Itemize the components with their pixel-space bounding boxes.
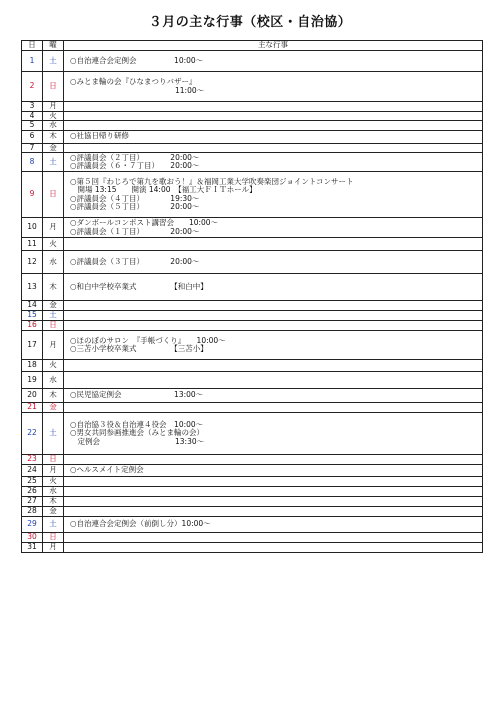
events-cell bbox=[64, 497, 483, 507]
weekday-cell: 日 bbox=[43, 72, 64, 102]
day-cell: 14 bbox=[22, 301, 43, 311]
table-row bbox=[22, 218, 483, 238]
table-row bbox=[22, 311, 483, 321]
events-cell bbox=[64, 121, 483, 131]
events-cell bbox=[64, 543, 483, 553]
table-row bbox=[22, 238, 483, 251]
weekday-cell: 木 bbox=[43, 274, 64, 301]
events-cell bbox=[64, 477, 483, 487]
table-row bbox=[22, 331, 483, 360]
day-cell: 3 bbox=[22, 102, 43, 112]
day-cell: 21 bbox=[22, 403, 43, 413]
day-cell: 24 bbox=[22, 465, 43, 477]
day-cell: 23 bbox=[22, 455, 43, 465]
day-cell: 22 bbox=[22, 413, 43, 455]
weekday-cell: 土 bbox=[43, 153, 64, 172]
weekday-cell: 月 bbox=[43, 543, 64, 553]
events-cell: ○第５回『わじろで第九を歌おう！』＆福岡工業大学吹奏楽団ジョイントコンサート 開場 13:15 開演 14:00 【福工大ＦＩＴホール】 ○評議員会（４丁目） 19:30～ ○評議員会（５丁目） 20:00～ bbox=[64, 172, 483, 218]
weekday-cell: 金 bbox=[43, 403, 64, 413]
table-row bbox=[22, 251, 483, 274]
weekday-cell: 金 bbox=[43, 507, 64, 517]
day-cell: 10 bbox=[22, 218, 43, 238]
day-cell: 29 bbox=[22, 517, 43, 533]
page-title: ３月の主な行事（校区・自治協） bbox=[148, 15, 352, 30]
events-cell: ○自治連合会定例会 10:00～ bbox=[64, 51, 483, 72]
weekday-cell: 火 bbox=[43, 238, 64, 251]
weekday-cell: 日 bbox=[43, 455, 64, 465]
day-cell: 6 bbox=[22, 130, 43, 143]
weekday-cell: 日 bbox=[43, 533, 64, 543]
table-row bbox=[22, 389, 483, 403]
events-cell: ○評議員会（２丁目） 20:00～ ○評議員会（６・７丁目） 20:00～ bbox=[64, 153, 483, 172]
weekday-cell: 金 bbox=[43, 143, 64, 153]
table-row bbox=[22, 121, 483, 131]
events-cell: ○評議員会（３丁目） 20:00～ bbox=[64, 251, 483, 274]
table-row bbox=[22, 413, 483, 455]
day-cell: 13 bbox=[22, 274, 43, 301]
table-row bbox=[22, 72, 483, 102]
day-cell: 1 bbox=[22, 51, 43, 72]
table-row bbox=[22, 102, 483, 112]
weekday-cell: 土 bbox=[43, 413, 64, 455]
events-cell: ○社協日帰り研修 bbox=[64, 130, 483, 143]
events-cell bbox=[64, 533, 483, 543]
weekday-cell: 水 bbox=[43, 121, 64, 131]
day-cell: 8 bbox=[22, 153, 43, 172]
events-cell: ○自治協３役＆自治連４役会 10:00～ ○男女共同参画推進会（みとま輪の会） 定例会 13:30～ bbox=[64, 413, 483, 455]
day-cell: 11 bbox=[22, 238, 43, 251]
day-cell: 5 bbox=[22, 121, 43, 131]
events-cell: ○自治連合会定例会（前倒し分）10:00～ bbox=[64, 517, 483, 533]
events-cell: ○ダンボールコンポスト講習会 10:00～ ○評議員会（１丁目） 20:00～ bbox=[64, 218, 483, 238]
table-row bbox=[22, 153, 483, 172]
header-day: 日 bbox=[22, 41, 43, 51]
events-cell bbox=[64, 507, 483, 517]
weekday-cell: 水 bbox=[43, 372, 64, 389]
weekday-cell: 火 bbox=[43, 111, 64, 121]
table-row bbox=[22, 143, 483, 153]
weekday-cell: 日 bbox=[43, 321, 64, 331]
table-row bbox=[22, 487, 483, 497]
weekday-cell: 月 bbox=[43, 102, 64, 112]
header-events: 主な行事 bbox=[64, 41, 483, 51]
events-cell: ○民児協定例会 13:00～ bbox=[64, 389, 483, 403]
weekday-cell: 木 bbox=[43, 497, 64, 507]
weekday-cell: 水 bbox=[43, 487, 64, 497]
table-row bbox=[22, 51, 483, 72]
table-row bbox=[22, 111, 483, 121]
weekday-cell: 月 bbox=[43, 218, 64, 238]
weekday-cell: 月 bbox=[43, 331, 64, 360]
table-row bbox=[22, 360, 483, 372]
weekday-cell: 月 bbox=[43, 465, 64, 477]
table-row bbox=[22, 403, 483, 413]
events-cell: ○和白中学校卒業式 【和白中】 bbox=[64, 274, 483, 301]
day-cell: 30 bbox=[22, 533, 43, 543]
weekday-cell: 水 bbox=[43, 251, 64, 274]
day-cell: 20 bbox=[22, 389, 43, 403]
header-weekday: 曜 bbox=[43, 41, 64, 51]
day-cell: 18 bbox=[22, 360, 43, 372]
weekday-cell: 木 bbox=[43, 389, 64, 403]
table-row bbox=[22, 465, 483, 477]
day-cell: 26 bbox=[22, 487, 43, 497]
events-cell bbox=[64, 372, 483, 389]
events-cell bbox=[64, 238, 483, 251]
events-cell bbox=[64, 360, 483, 372]
events-cell: ○みとま輪の会『ひなまつりバザー』 11:00～ bbox=[64, 72, 483, 102]
table-body bbox=[22, 51, 483, 553]
weekday-cell: 火 bbox=[43, 477, 64, 487]
table-row bbox=[22, 533, 483, 543]
table-row bbox=[22, 507, 483, 517]
day-cell: 19 bbox=[22, 372, 43, 389]
table-row bbox=[22, 497, 483, 507]
table-row bbox=[22, 321, 483, 331]
day-cell: 7 bbox=[22, 143, 43, 153]
events-cell: ○ヘルスメイト定例会 bbox=[64, 465, 483, 477]
events-cell: ○ほのぼのサロン 『手帳づくり』 10:00～ ○三苫小学校卒業式 【三苫小】 bbox=[64, 331, 483, 360]
events-cell bbox=[64, 143, 483, 153]
events-cell bbox=[64, 102, 483, 112]
weekday-cell: 火 bbox=[43, 360, 64, 372]
events-cell bbox=[64, 301, 483, 311]
day-cell: 31 bbox=[22, 543, 43, 553]
weekday-cell: 金 bbox=[43, 301, 64, 311]
day-cell: 4 bbox=[22, 111, 43, 121]
events-cell bbox=[64, 403, 483, 413]
weekday-cell: 土 bbox=[43, 517, 64, 533]
day-cell: 27 bbox=[22, 497, 43, 507]
table-row bbox=[22, 455, 483, 465]
day-cell: 17 bbox=[22, 331, 43, 360]
events-cell bbox=[64, 455, 483, 465]
day-cell: 25 bbox=[22, 477, 43, 487]
events-cell bbox=[64, 487, 483, 497]
table-header-row bbox=[22, 41, 483, 51]
table-row bbox=[22, 130, 483, 143]
table-row bbox=[22, 543, 483, 553]
table-row bbox=[22, 477, 483, 487]
weekday-cell: 木 bbox=[43, 130, 64, 143]
events-table bbox=[21, 40, 483, 553]
day-cell: 16 bbox=[22, 321, 43, 331]
table-row bbox=[22, 517, 483, 533]
day-cell: 15 bbox=[22, 311, 43, 321]
table-row bbox=[22, 372, 483, 389]
weekday-cell: 日 bbox=[43, 172, 64, 218]
events-cell bbox=[64, 311, 483, 321]
events-cell bbox=[64, 111, 483, 121]
table-row bbox=[22, 301, 483, 311]
events-cell bbox=[64, 321, 483, 331]
weekday-cell: 土 bbox=[43, 51, 64, 72]
day-cell: 9 bbox=[22, 172, 43, 218]
day-cell: 28 bbox=[22, 507, 43, 517]
day-cell: 12 bbox=[22, 251, 43, 274]
weekday-cell: 土 bbox=[43, 311, 64, 321]
table-row bbox=[22, 172, 483, 218]
table-row bbox=[22, 274, 483, 301]
day-cell: 2 bbox=[22, 72, 43, 102]
